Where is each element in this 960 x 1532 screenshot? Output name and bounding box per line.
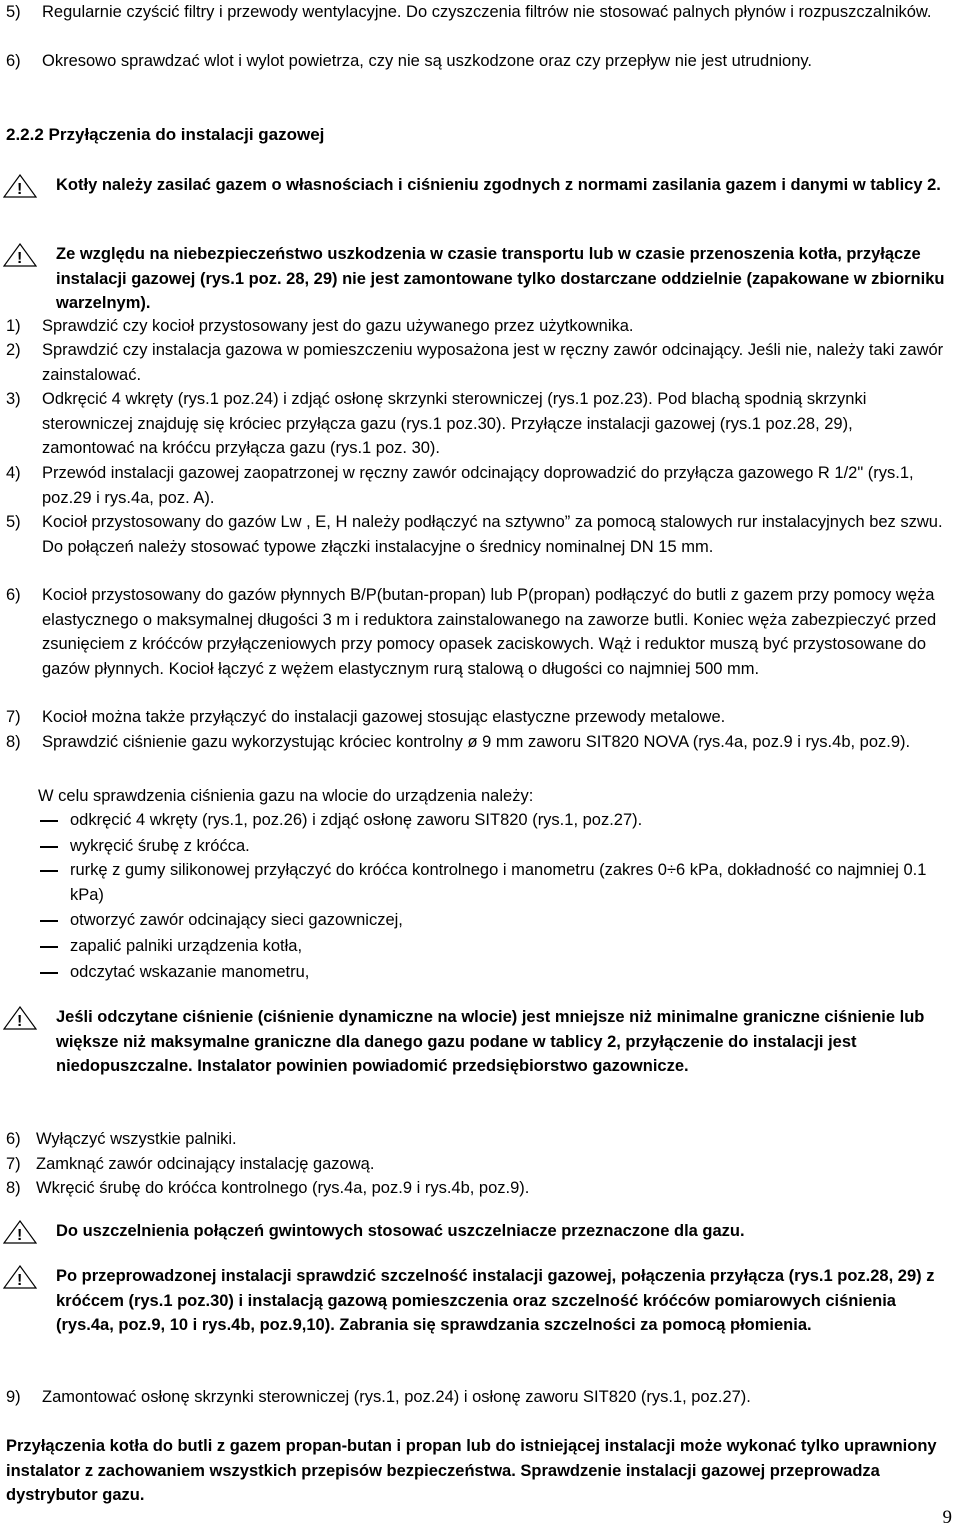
dash-item-text: rurkę z gumy silikonowej przyłączyć do króćca kontrolnego i manometru (zakres 0÷6 kPa, dokładność co najmniej 0.1 kPa): [70, 861, 927, 904]
list-item-number: 6): [6, 52, 21, 70]
warning-text: Po przeprowadzonej instalacji sprawdzić szczelność instalacji gazowej, połączenia przyłącza (rys.1 poz.28, 29) z króćcem (rys.1 poz.30) i instalacją gazową pomieszczenia oraz szczelność króćców pomiarowych ciśnienia (rys.4a, poz.9, 10 i rys.4b, poz.9,10). Zabrania się sprawdzania szczelności za pomocą płomienia.: [56, 1267, 935, 1334]
step-text: Sprawdzić czy instalacja gazowa w pomieszczeniu wyposażona jest w ręczny zawór odcinający. Jeśli nie, należy taki zawór zainstalować.: [42, 341, 944, 384]
svg-text:!: !: [17, 1013, 23, 1030]
warning-block: [0, 242, 946, 316]
warning-block: [0, 1219, 946, 1244]
warning-triangle-icon: [0, 173, 56, 198]
dash-item-text: otworzyć zawór odcinający sieci gazowniczej,: [70, 911, 403, 929]
step-text: Zamknąć zawór odcinający instalację gazową.: [36, 1155, 375, 1173]
step-text: Kocioł można także przyłączyć do instalacji gazowej stosując elastyczne przewody metalowe.: [42, 708, 726, 726]
step-item: [6, 1385, 946, 1410]
step-item: [6, 730, 946, 755]
step-text: Kocioł przystosowany do gazów Lw , E, H należy podłączyć na sztywno” za pomocą stalowych rur instalacyjnych bez szwu. Do połączeń należy stosować typowe złączki instalacyjne o średnicy nominalnej DN 15 mm.: [42, 513, 943, 556]
warning-block: [0, 1264, 946, 1338]
step-text: Sprawdzić czy kocioł przystosowany jest do gazu używanego przez użytkownika.: [42, 317, 634, 335]
step-number: 9): [6, 1388, 21, 1406]
step-item: [6, 583, 946, 681]
step-number: 5): [6, 513, 21, 531]
svg-text:!: !: [17, 181, 23, 198]
warning-triangle-icon: [0, 242, 56, 316]
warning-triangle-icon: [0, 1219, 56, 1244]
dash-item-text: odczytać wskazanie manometru,: [70, 963, 310, 981]
list-item-text: Regularnie czyścić filtry i przewody wentylacyjne. Do czyszczenia filtrów nie stosować palnych płynów i rozpuszczalników.: [42, 3, 932, 21]
step-text: Odkręcić 4 wkręty (rys.1 poz.24) i zdjąć osłonę skrzynki sterowniczej (rys.1 poz.23). Pod blachą spodnią skrzynki sterowniczej znajduję się króciec przyłącza gazu (rys.1 poz.30). Przyłącze instalacji gazowej (rys.1 poz.28, 29), zamontować na króćcu przyłącza gazu (rys.1 poz. 30).: [42, 390, 867, 457]
step-text: Wkręcić śrubę do króćca kontrolnego (rys.4a, poz.9 i rys.4b, poz.9).: [36, 1179, 530, 1197]
step-number: 4): [6, 464, 21, 482]
dash-list-item: [6, 834, 946, 859]
svg-text:!: !: [17, 250, 23, 267]
dash-list-item: [6, 808, 946, 833]
section-title: 2.2.2 Przyłączenia do instalacji gazowej: [6, 125, 325, 144]
step-number: 8): [6, 733, 21, 751]
warning-triangle-icon: [0, 1005, 56, 1079]
dash-item-text: wykręcić śrubę z króćca.: [70, 837, 250, 855]
dash-item-text: odkręcić 4 wkręty (rys.1, poz.26) i zdjąć osłonę zaworu SIT820 (rys.1, poz.27).: [70, 811, 643, 829]
step-item: [6, 1152, 946, 1177]
step-text: Sprawdzić ciśnienie gazu wykorzystując króciec kontrolny ø 9 mm zaworu SIT820 NOVA (rys.4a, poz.9 i rys.4b, poz.9).: [42, 733, 911, 751]
warning-triangle-icon: [0, 1264, 56, 1338]
warning-text: Kotły należy zasilać gazem o własnościach i ciśnieniu zgodnych z normami zasilania gazem i danymi w tablicy 2.: [56, 176, 941, 194]
step-number: 3): [6, 390, 21, 408]
warning-text: Jeśli odczytane ciśnienie (ciśnienie dynamiczne na wlocie) jest mniejsze niż minimalne graniczne ciśnienie lub większe niż maksymalne graniczne dla danego gazu podane w tablicy 2, przyłączenie do instalacji jest niedopuszczalne. Instalator powinien powiadomić przedsiębiorstwo gazownicze.: [56, 1008, 925, 1075]
pressure-intro: W celu sprawdzenia ciśnienia gazu na wlocie do urządzenia należy:: [38, 787, 534, 805]
step-item: [6, 510, 946, 559]
warning-text: Ze względu na niebezpieczeństwo uszkodzenia w czasie transportu lub w czasie przenoszenia kotła, przyłącze instalacji gazowej (rys.1 poz. 28, 29) nie jest zamontowane tylko dostarczane oddzielnie (zapakowane w zbiorniku warzelnym).: [56, 245, 945, 312]
step-item: [6, 387, 946, 461]
svg-text:!: !: [17, 1227, 23, 1244]
list-item-text: Okresowo sprawdzać wlot i wylot powietrza, czy nie są uszkodzone oraz czy przepływ nie jest utrudniony.: [42, 52, 813, 70]
dash-bullet: [6, 834, 70, 859]
dash-list-item: [6, 960, 946, 985]
dash-list-item: [6, 934, 946, 959]
dash-bullet: [6, 960, 70, 985]
step-item: [6, 314, 946, 339]
dash-bullet: [6, 908, 70, 933]
step-text: Przewód instalacji gazowej zaopatrzonej w ręczny zawór odcinający doprowadzić do przyłącza gazowego R 1/2" (rys.1, poz.29 i rys.4a, poz. A).: [42, 464, 914, 507]
warning-text: Do uszczelnienia połączeń gwintowych stosować uszczelniacze przeznaczone dla gazu.: [56, 1222, 745, 1240]
step-number: 6): [6, 1130, 21, 1148]
list-item-number: 5): [6, 3, 21, 21]
dash-list-item: [6, 908, 946, 933]
dash-item-text: zapalić palniki urządzenia kotła,: [70, 937, 303, 955]
step-item: [6, 1176, 946, 1201]
step-number: 8): [6, 1179, 21, 1197]
dash-bullet: [6, 808, 70, 833]
list-item: [6, 0, 946, 25]
dash-bullet: [6, 858, 70, 907]
list-item: [6, 49, 946, 74]
step-text: Wyłączyć wszystkie palniki.: [36, 1130, 237, 1148]
dash-bullet: [6, 934, 70, 959]
step-number: 6): [6, 586, 21, 604]
warning-block: [0, 1005, 946, 1079]
svg-text:!: !: [17, 1272, 23, 1289]
final-note: Przyłączenia kotła do butli z gazem propan-butan i propan lub do istniejącej instalacji może wykonać tylko uprawniony instalator z zachowaniem wszystkich przepisów bezpieczeństwa. Sprawdzenie instalacji gazowej przeprowadza dystrybutor gazu.: [6, 1437, 937, 1504]
step-item: [6, 1127, 946, 1152]
step-text: Kocioł przystosowany do gazów płynnych B/P(butan-propan) lub P(propan) podłączyć do butli z gazem przy pomocy węża elastycznego o maksymalnej długości 3 m i reduktora zainstalowanego na zaworze butli. Koniec węża zabezpieczyć przed zsunięciem z króćców przyłączeniowych przy pomocy opasek zaciskowych. Wąż i reduktor muszą być przystosowane do gazów płynnych. Kocioł łączyć z wężem elastycznym rurą stalową o długości co najmniej 500 mm.: [42, 586, 937, 678]
step-item: [6, 461, 946, 510]
step-number: 7): [6, 1155, 21, 1173]
dash-list-item: [6, 858, 946, 907]
warning-block: [0, 173, 946, 198]
step-number: 1): [6, 317, 21, 335]
step-number: 7): [6, 708, 21, 726]
step-item: [6, 338, 946, 387]
step-number: 2): [6, 341, 21, 359]
step-item: [6, 705, 946, 730]
page-number: 9: [942, 1507, 952, 1528]
step-text: Zamontować osłonę skrzynki sterowniczej (rys.1, poz.24) i osłonę zaworu SIT820 (rys.1, poz.27).: [42, 1388, 751, 1406]
